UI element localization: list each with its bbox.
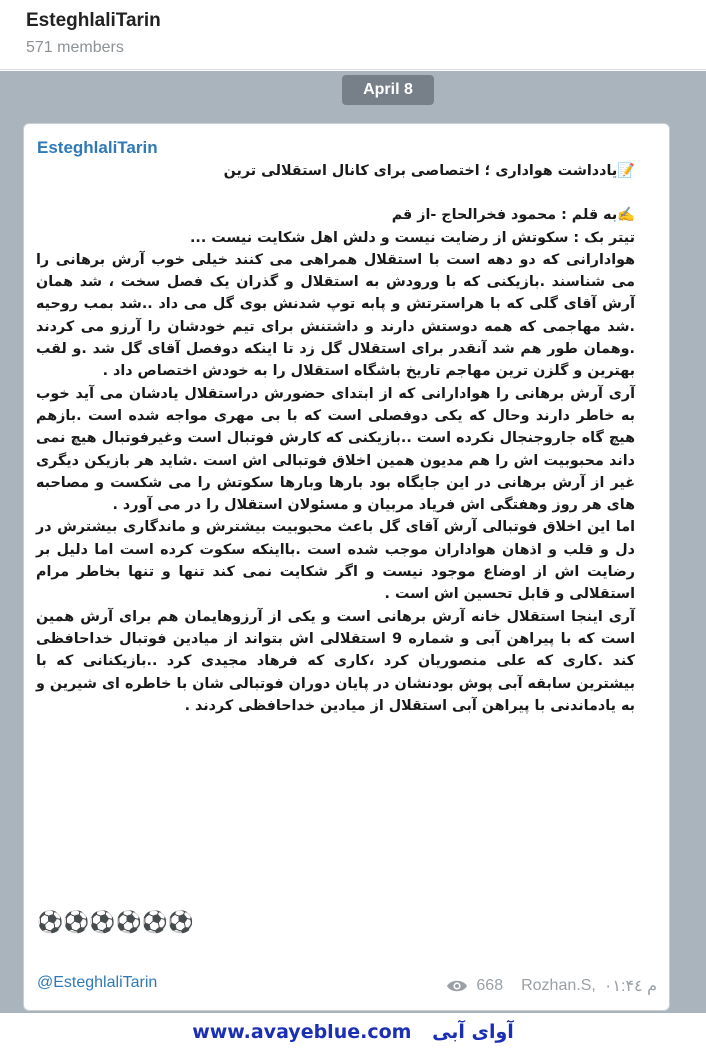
message-paragraph: تیتر بک : سکوتش از رضایت نیست و دلش اهل شکایت نیست ...	[189, 229, 635, 246]
brand-name: آوای آبی	[432, 1021, 514, 1043]
date-separator: April 8	[342, 75, 434, 105]
message-text	[36, 160, 635, 717]
message-author[interactable]: EsteghlaliTarin	[37, 138, 158, 157]
post-author-signature: Rozhan.S,	[521, 977, 596, 994]
message-meta	[446, 976, 657, 996]
chat-area[interactable]	[0, 71, 706, 1013]
channel-mention-link[interactable]: @EsteghlaliTarin	[37, 974, 158, 991]
website-link[interactable]: www.avayeblue.com	[192, 1021, 412, 1043]
message-title: 📝یادداشت هواداری ؛ اختصاصی برای کانال استقلالی ترین	[223, 163, 635, 179]
message-paragraph: آری آرش برهانی را هوادارانی که از ابتدای حضورش دراستقلال یادشان می آید خوب به خاطر دارند وحال که یکی دوفصلی است که با بی مهری مواجه شده است .بازهم هیچ گاه جاروجنجال نکرده است ..بازیکنی که کارش فوتبال است وغیرفوتبال هیچ نمی داند محبوبیت اش را هم مدیون همین اخلاق فوتبالی اش است .شاید هر بازیکن دیگری غیر از آرش برهانی در این جایگاه بود بارها وبارها سکوتش را می شکست و مصاحبه های هر روز وهفتگی اش فریاد مربیان و مسئولان استقلال را در می آورد .	[36, 385, 635, 514]
eye-icon	[446, 979, 468, 993]
message-byline: ✍️به قلم : محمود فخرالحاج -از قم	[391, 207, 635, 224]
message-paragraph: آری اینجا استقلال خانه آرش برهانی است و یکی از آرزوهایمان هم برای آرش همین است که با پیراهن آبی و شماره 9 استقلالی اش بتواند از میادین فوتبال خداحافظی کند .کاری که علی منصوریان کرد ،کاری که فرهاد مجیدی کرد ..بازیکنانی که با بیشترین سابقه آبی پوش بودنشان در پایان دوران فوتبالی شان با خاطره ای شیرین و به یادماندنی با پیراهن آبی استقلال از میادین خداحافظی کردند .	[36, 608, 635, 714]
message-time: م ۰۱:۴٤	[603, 978, 657, 995]
watermark-footer	[0, 1013, 706, 1052]
channel-title: EsteghlaliTarin	[26, 10, 161, 31]
message-bubble[interactable]	[23, 123, 670, 1011]
member-count: 571 members	[26, 39, 124, 56]
message-paragraph: اما این اخلاق فوتبالی آرش آقای گل باعث محبوبیت بیشترش و ماندگاری بیشترش در دل و قلب و اذهان هواداران موجب شده است .بااینکه سکوت کرده است اما دلیل بر رضایت اش از اوضاع موجود نیست و اگر شکایت نمی کند تنها و تنها بخاطر مرام استقلالی و قابل تحسین اش است .	[36, 519, 635, 603]
chat-header[interactable]	[0, 0, 706, 70]
message-paragraph: هوادارانی که دو دهه است با استقلال همراهی می کنند خیلی خوب آرش برهانی را می شناسند .بازیکنی که با ورودش به استقلال و گذران یک فصل سخت ، شد همان آرش آقای گلی که با هراسترتش و پابه توپ شدنش بوی گل می داد ..شد بمب روحیه .شد مهاجمی که همه دوستش دارند و داشتنش برای تیم خودشان را آرزو می کردند .وهمان طور هم شد آنقدر برای استقلال گل زد تا اینکه دوفصل آقای گل شد .و لقب بهترین و گلزن ترین مهاجم تاریخ باشگاه استقلال را به خودش اختصاص داد .	[36, 251, 635, 380]
soccer-ball-emoji-row: ⚽⚽⚽⚽⚽⚽	[37, 910, 194, 934]
view-count: 668	[476, 977, 504, 994]
